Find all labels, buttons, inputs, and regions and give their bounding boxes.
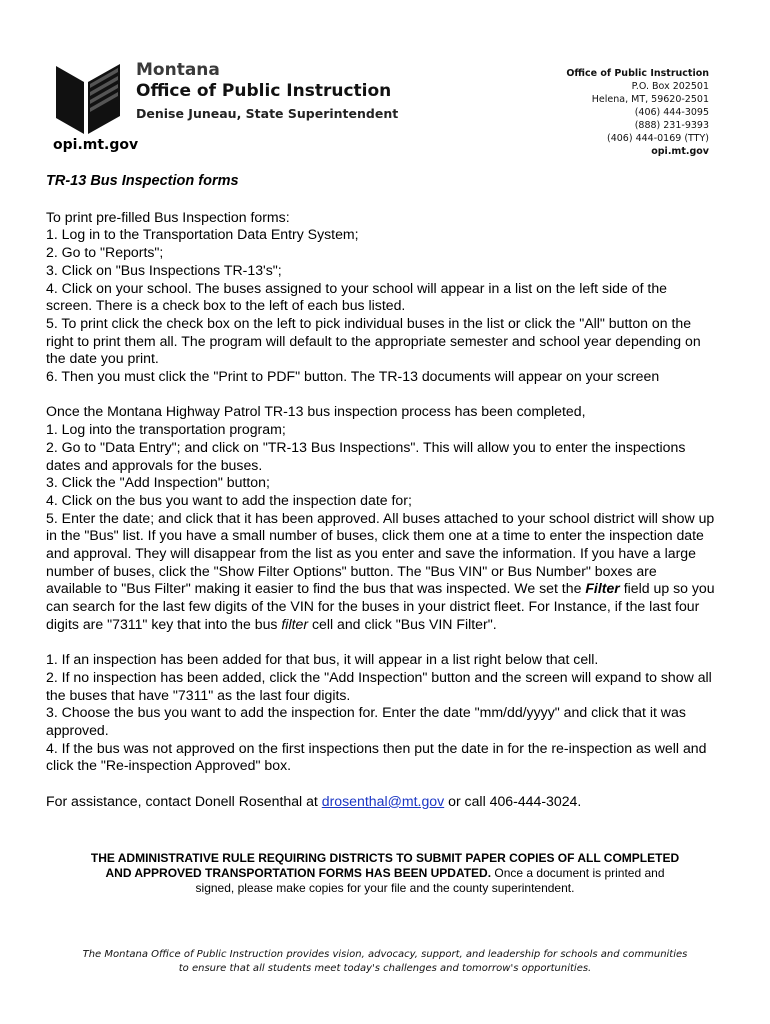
list-item-step5 xyxy=(46,510,716,634)
list-item: 4. Click on your school. The buses assigned to your school will appear in a list on the left side of the screen. There is a check box to the left of each bus listed. xyxy=(46,279,667,314)
list-item: 3. Choose the bus you want to add the inspection for. Enter the date "mm/dd/yyyy" and click that it was approved. xyxy=(46,704,686,739)
list-item: 1. If an inspection has been added for that bus, it will appear in a list right below that cell. xyxy=(46,651,599,668)
letterhead xyxy=(0,0,770,165)
notice-text: Once a document is printed and signed, please make copies for your file and the county superintendent. xyxy=(195,866,665,895)
email-link[interactable]: drosenthal@mt.gov xyxy=(321,792,445,809)
assistance-suffix: or call 406-444-3024. xyxy=(444,792,582,809)
notice-block xyxy=(90,851,680,896)
list-item: 4. If the bus was not approved on the first inspections then put the date in for the re-inspection as well and click the "Re-inspection Approved" box. xyxy=(46,739,707,774)
section2-intro: Once the Montana Highway Patrol TR-13 bus inspection process has been completed, xyxy=(46,403,586,420)
address-line: (406) 444-0169 (TTY) xyxy=(607,133,709,144)
assistance-line xyxy=(46,793,716,811)
footer-line: to ensure that all students meet today's challenges and tomorrow's opportunities. xyxy=(178,963,592,974)
list-item: 1. Log in to the Transportation Data Entry System; xyxy=(46,226,359,243)
address-line: Helena, MT, 59620-2501 xyxy=(591,94,709,105)
address-heading: Office of Public Instruction xyxy=(566,68,709,79)
section1-intro: To print pre-filled Bus Inspection forms: xyxy=(46,208,290,225)
list-item: 3. Click on "Bus Inspections TR-13's"; xyxy=(46,261,282,278)
address-website: opi.mt.gov xyxy=(651,146,709,157)
address-line: (888) 231-9393 xyxy=(634,120,709,131)
list-item: 4. Click on the bus you want to add the inspection date for; xyxy=(46,491,412,508)
document-body xyxy=(46,173,716,811)
assistance-prefix: For assistance, contact Donell Rosenthal at xyxy=(46,792,322,809)
filter-bold-term: Filter xyxy=(585,580,620,597)
address-line: P.O. Box 202501 xyxy=(631,81,709,92)
step5-text-c: cell and click "Bus VIN Filter". xyxy=(308,615,497,632)
footer-line: The Montana Office of Public Instruction provides vision, advocacy, support, and leadership for schools and communities xyxy=(82,949,688,960)
step5-text-a: 5. Enter the date; and click that it has been approved. All buses attached to your school district will show up in the "Bus" list. If you have a small number of buses, click them one at a time to enter the inspection date and approval. They will disappear from the list as you enter and save the information. If you have a large number of buses, click the "Show Filter Options" button. The "Bus VIN" or Bus Number" boxes are available to "Bus Filter" making it easier to find the bus that was inspected. We set the xyxy=(46,509,715,597)
list-item: 1. Log into the transportation program; xyxy=(46,421,286,438)
list-item: 2. Go to "Reports"; xyxy=(46,244,164,261)
document-title: TR-13 Bus Inspection forms xyxy=(46,173,239,189)
organization-name xyxy=(136,60,398,124)
list-item: 2. If no inspection has been added, click the "Add Inspection" button and the screen will expand to show all the buses that have "7311" as the last four digits. xyxy=(46,668,712,703)
filter-italic-term: filter xyxy=(281,615,309,632)
notice-bold: THE ADMINISTRATIVE RULE REQUIRING DISTRICTS TO SUBMIT PAPER COPIES OF ALL COMPLETED AND APPROVED TRANSPORTATION FORMS HAS BEEN UPDATED. xyxy=(90,851,680,880)
list-item: 6. Then you must click the "Print to PDF" button. The TR-13 documents will appear on your screen xyxy=(46,368,660,385)
org-state: Montana xyxy=(136,60,220,80)
superintendent-name: Denise Juneau, State Superintendent xyxy=(136,106,399,121)
list-item: 2. Go to "Data Entry"; and click on "TR-13 Bus Inspections". This will allow you to enter the inspections dates and approvals for the buses. xyxy=(46,438,686,473)
address-block xyxy=(566,67,709,158)
address-line: (406) 444-3095 xyxy=(634,107,709,118)
list-item: 5. To print click the check box on the left to pick individual buses in the list or click the "All" button on the right to print them all. The program will default to the appropriate semester and school year depending on the date you print. xyxy=(46,314,701,367)
org-office: Office of Public Instruction xyxy=(136,81,392,101)
open-book-logo-icon xyxy=(54,60,126,136)
website-label: opi.mt.gov xyxy=(53,137,139,153)
list-item: 3. Click the "Add Inspection" button; xyxy=(46,474,270,491)
step5-text-b: field up so you can search for the last few digits of the VIN for the buses in your district fleet. For Instance, if the last four digits are "7311" key that into the bus xyxy=(46,580,715,632)
footer-mission xyxy=(60,948,710,976)
